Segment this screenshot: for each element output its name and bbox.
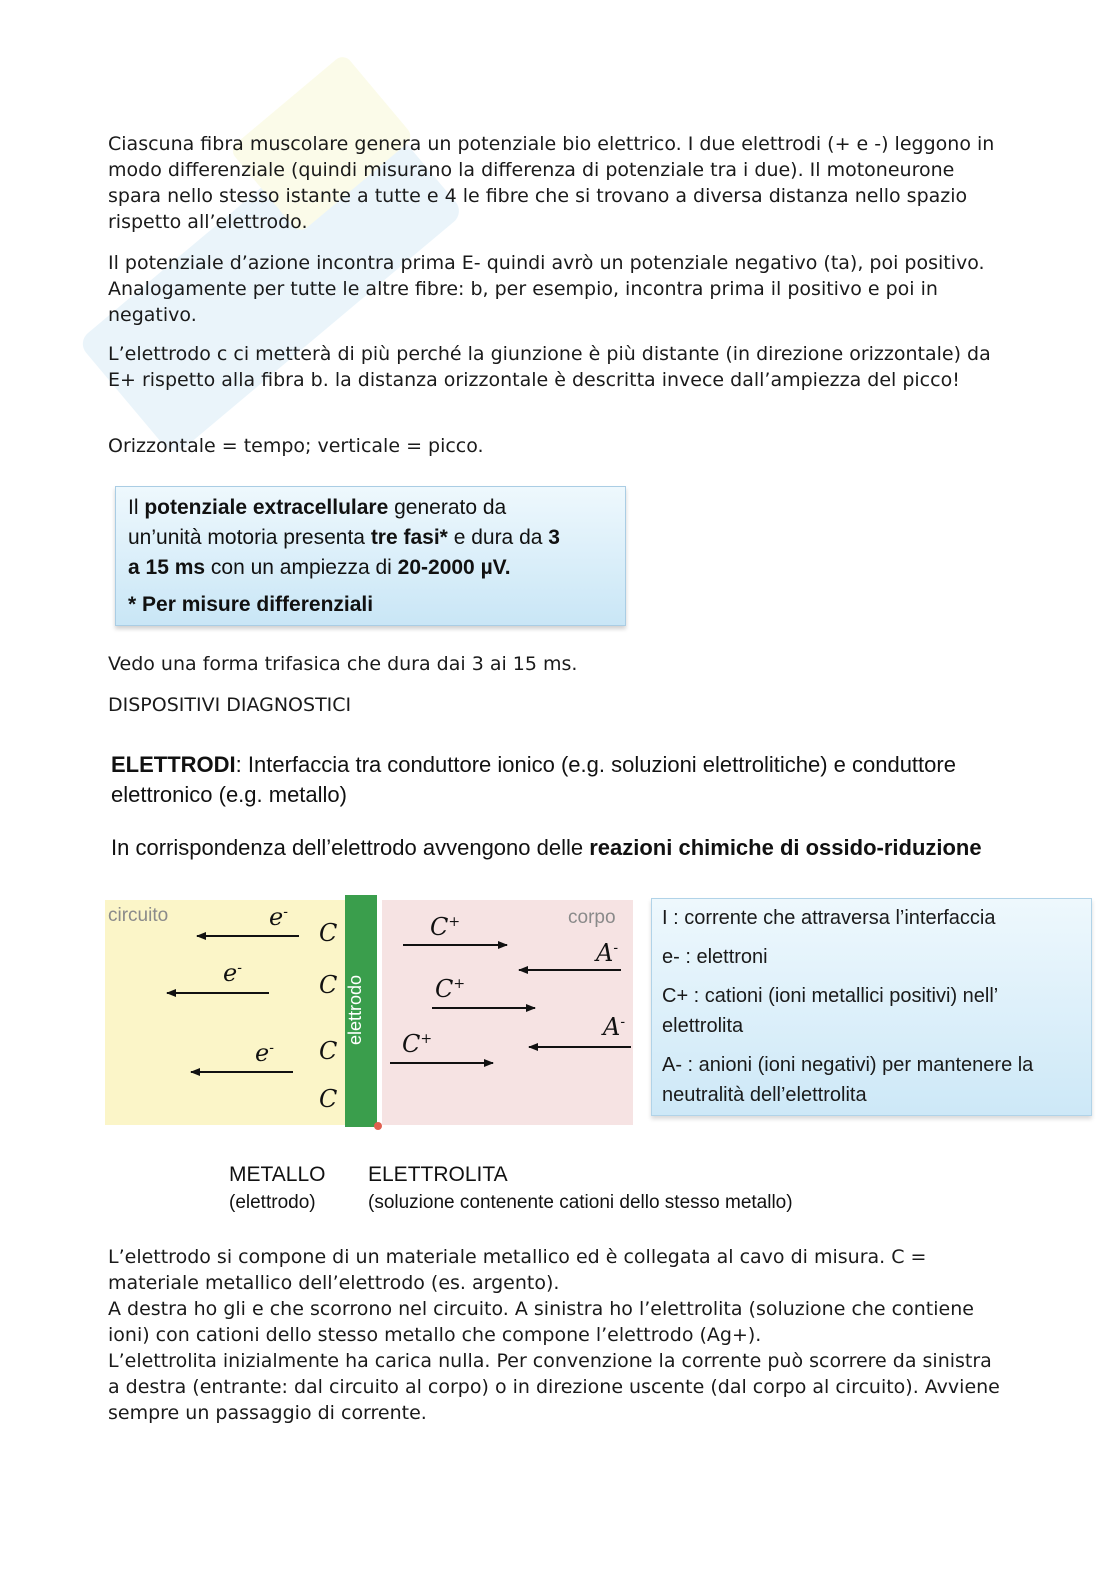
legend-box xyxy=(651,898,1092,1116)
section-heading: DISPOSITIVI DIAGNOSTICI xyxy=(108,694,352,716)
callout-line-3: a 15 ms con un ampiezza di 20-2000 µV. xyxy=(128,556,511,579)
legend-item-current: I : corrente che attraversa l’interfaccia xyxy=(662,907,996,929)
electrode-tip-dot xyxy=(374,1122,382,1130)
electron-2: e- xyxy=(223,959,242,987)
closing-paragraph-3: L’elettrolita inizialmente ha carica nulla. Per convenzione la corrente può scorrere da sinistra a destra (entrante: dal circuito al corpo) o in direzione uscente (dal corpo al circuito). Avviene sempre un passaggio di corrente. xyxy=(108,1350,1000,1424)
callout-line-2: un’unità motoria presenta tre fasi* e dura da 3 xyxy=(128,526,560,549)
callout-note: * Per misure differenziali xyxy=(128,593,374,616)
electrode-diagram xyxy=(105,895,645,1135)
electrode-slide xyxy=(105,740,1093,1226)
circuit-label: circuito xyxy=(108,905,169,926)
electrode-label: elettrodo xyxy=(345,974,365,1046)
paragraph-4: Orizzontale = tempo; verticale = picco. xyxy=(108,435,484,457)
anion-2: A- xyxy=(603,1013,626,1041)
legend-item-electrons: e- : elettroni xyxy=(662,946,768,968)
callout-line-1: Il potenziale extracellulare generato da xyxy=(128,496,507,519)
metal-atom-3: C xyxy=(319,1037,338,1065)
cation-1: C+ xyxy=(430,913,461,941)
paragraph-after-callout: Vedo una forma trifasica che dura dai 3 ai 15 ms. xyxy=(108,653,578,675)
metal-atom-4: C xyxy=(319,1085,338,1113)
body-label: corpo xyxy=(568,907,616,928)
slide-definition: ELETTRODI: Interfaccia tra conduttore ionico (e.g. soluzioni elettrolitiche) e conduttore elettronico (e.g. metallo) xyxy=(111,752,956,807)
electrolyte-sublabel: (soluzione contenente cationi dello stesso metallo) xyxy=(368,1192,793,1213)
paragraph-3: L’elettrodo c ci metterà di più perché la giunzione è più distante (in direzione orizzontale) da E+ rispetto alla fibra b. la distanza orizzontale è descritta invece dall’ampiezza del picco! xyxy=(108,343,991,391)
metal-atom-2: C xyxy=(319,971,338,999)
closing-paragraph-2: A destra ho gli e che scorrono nel circuito. A sinistra ho l’elettrolita (soluzione che contiene ioni) con cationi dello stesso metallo che compone l’elettrodo (Ag+). xyxy=(108,1298,974,1346)
paragraph-2: Il potenziale d’azione incontra prima E- quindi avrò un potenziale negativo (ta), poi positivo. Analogamente per tutte le altre fibre: b, per esempio, incontra prima il positivo e poi in negativo. xyxy=(108,252,985,326)
metal-sublabel: (elettrodo) xyxy=(229,1192,316,1213)
slide-redox-line: In corrispondenza dell’elettrodo avvengono delle reazioni chimiche di ossido-riduzione xyxy=(111,835,982,860)
electrolyte-region xyxy=(382,900,633,1125)
potential-callout-box xyxy=(115,486,626,626)
cation-2: C+ xyxy=(435,975,466,1003)
metal-region xyxy=(105,900,345,1125)
legend-item-anions: A- : anioni (ioni negativi) per mantenere la neutralità dell’elettrolita xyxy=(662,1054,1034,1106)
metal-label: METALLO xyxy=(229,1163,326,1186)
anion-1: A- xyxy=(596,939,619,967)
cation-3: C+ xyxy=(402,1030,433,1058)
closing-paragraph-1: L’elettrodo si compone di un materiale metallico ed è collegata al cavo di misura. C = materiale metallico dell’elettrodo (es. argento). xyxy=(108,1246,927,1294)
electron-1: e- xyxy=(269,903,288,931)
metal-atom-1: C xyxy=(319,919,338,947)
legend-item-cations: C+ : cationi (ioni metallici positivi) nell’ elettrolita xyxy=(662,985,998,1037)
electron-3: e- xyxy=(255,1039,274,1067)
electrolyte-label: ELETTROLITA xyxy=(368,1163,508,1186)
paragraph-1: Ciascuna fibra muscolare genera un potenziale bio elettrico. I due elettrodi (+ e -) leggono in modo differenziale (quindi misurano la differenza di potenziale tra i due). Il motoneurone spara nello stesso istante a tutte e 4 le fibre che si trovano a diversa distanza nello spazio rispetto all’elettrodo. xyxy=(108,133,995,233)
